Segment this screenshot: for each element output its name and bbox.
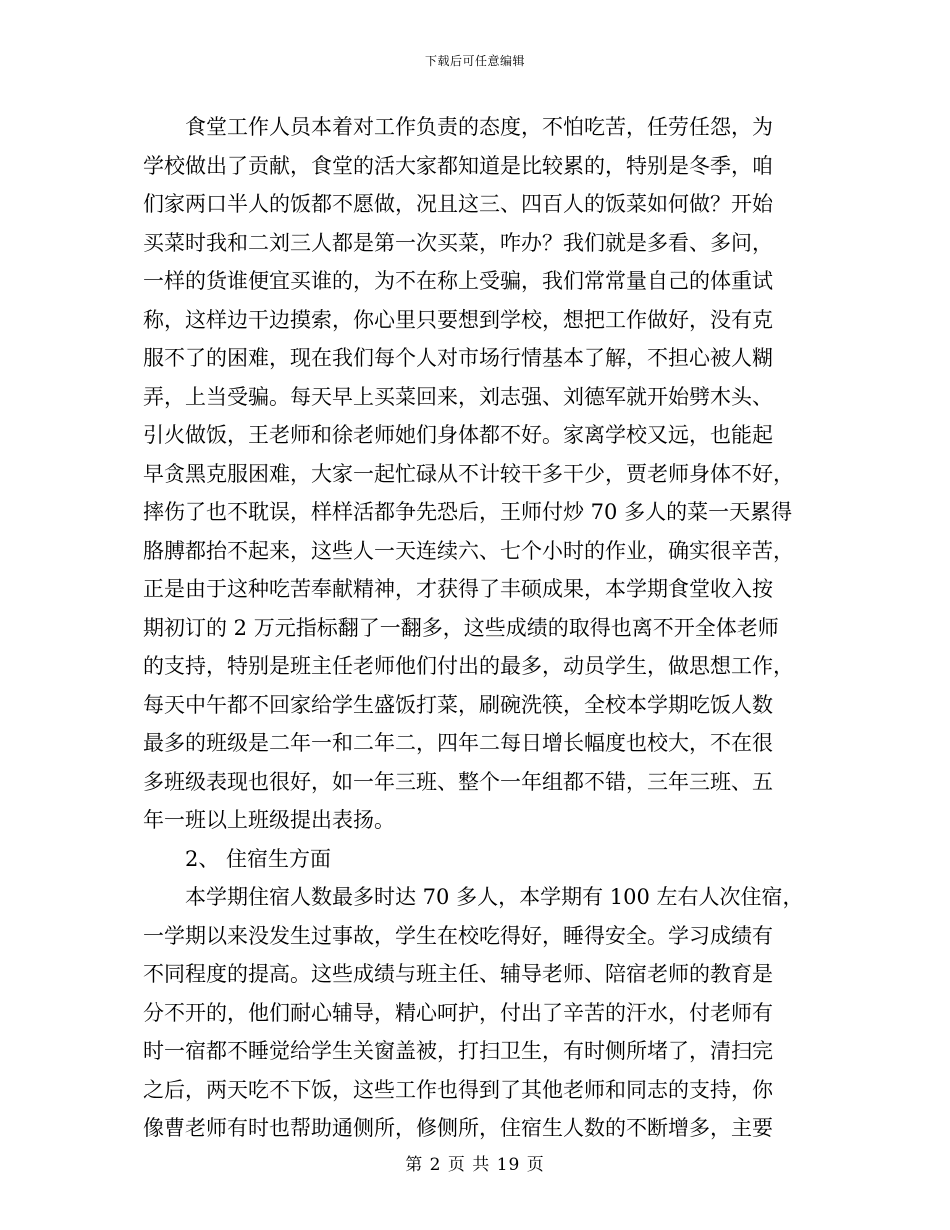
paragraph-line: 正是由于这种吃苦奉献精神，才获得了丰硕成果，本学期食堂收入按 [143,577,773,601]
paragraph-line: 们家两口半人的饭都不愿做，况且这三、四百人的饭菜如何做？开始 [143,192,773,216]
page-footer: 第 2 页 共 19 页 [405,1155,545,1175]
paragraph-line: 学校做出了贡献，食堂的活大家都知道是比较累的，特别是冬季，咱 [143,153,773,178]
paragraph-line: 像曹老师有时也帮助通侧所，修侧所，住宿生人数的不断增多，主要 [143,1116,773,1140]
paragraph-line: 摔伤了也不耽误，样样活都争先恐后，王师付炒 70 多人的菜一天累得 [143,500,793,524]
paragraph-line: 之后，两天吃不下饭，这些工作也得到了其他老师和同志的支持，你 [143,1077,773,1102]
paragraph-line: 食堂工作人员本着对工作负责的态度，不怕吃苦，任劳任怨，为 [185,115,773,139]
paragraph-line: 每天中午都不回家给学生盛饭打菜，刷碗洗筷，全校本学期吃饭人数 [143,692,773,717]
paragraph-line: 买菜时我和二刘三人都是第一次买菜，咋办？我们就是多看、多问， [143,230,773,255]
paragraph-line: 分不开的，他们耐心辅导，精心呵护，付出了辛苦的汗水，付老师有 [143,1000,773,1025]
paragraph-line: 服不了的困难，现在我们每个人对市场行情基本了解，不担心被人糊 [143,346,773,370]
paragraph-line: 的支持，特别是班主任老师他们付出的最多，动员学生，做思想工作， [143,654,794,678]
paragraph-line: 引火做饭，王老师和徐老师她们身体都不好。家离学校又远，也能起 [143,423,773,447]
paragraph-line: 称，这样边干边摸索，你心里只要想到学校，想把工作做好，没有克 [143,307,773,332]
paragraph-line: 时一宿都不睡觉给学生关窗盖被，打扫卫生，有时侧所堵了，清扫完 [143,1039,773,1063]
paragraph-line: 期初订的 2 万元指标翻了一翻多，这些成绩的取得也离不开全体老师 [143,615,779,640]
paragraph-line: 一样的货谁便宜买谁的，为不在称上受骗，我们常常量自己的体重试 [143,269,773,293]
paragraph-line: 年一班以上班级提出表扬。 [143,808,395,832]
paragraph-line: 早贪黑克服困难，大家一起忙碌从不计较干多干少，贾老师身体不好， [143,461,794,486]
paragraph-line: 胳膊都抬不起来，这些人一天连续六、七个小时的作业，确实很辛苦， [143,538,794,563]
document-body [143,108,807,1148]
section-heading: 2、 住宿生方面 [185,846,332,871]
paragraph-line: 不同程度的提高。这些成绩与班主任、辅导老师、陪宿老师的教育是 [143,962,773,986]
paragraph-line: 本学期住宿人数最多时达 70 多人，本学期有 100 左右人次住宿， [185,885,804,909]
paragraph-line: 多班级表现也很好，如一年三班、整个一年组都不错，三年三班、五 [143,769,773,794]
paragraph-line: 弄，上当受骗。每天早上买菜回来，刘志强、刘德军就开始劈木头、 [143,384,773,409]
paragraph-line: 一学期以来没发生过事故，学生在校吃得好，睡得安全。学习成绩有 [143,923,773,948]
page-header: 下载后可任意编辑 [424,54,525,68]
paragraph-line: 最多的班级是二年一和二年二，四年二每日增长幅度也校大，不在很 [143,731,773,755]
